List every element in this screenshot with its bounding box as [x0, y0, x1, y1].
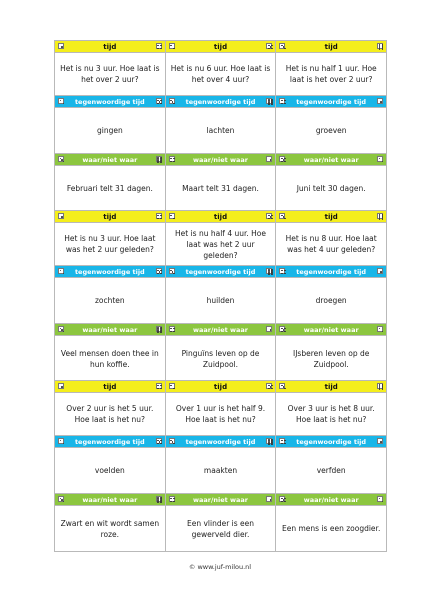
- verb-word: voelden: [94, 466, 125, 475]
- header-tijd: [276, 381, 386, 392]
- dice-icon: [266, 156, 272, 162]
- dice-icon: [377, 43, 383, 49]
- dice-icon: [169, 213, 175, 219]
- time-question: Over 2 uur is het 5 uur. Hoe laat is het nu?: [66, 404, 154, 424]
- header-label: tegenwoordige tijd: [74, 97, 145, 106]
- header-waar-niet-waar: [166, 154, 276, 165]
- dice-icon: [58, 268, 64, 274]
- dice-icon: [377, 383, 383, 389]
- dice-icon: [279, 268, 285, 274]
- header-label: tegenwoordige tijd: [296, 97, 367, 106]
- dice-icon: [169, 156, 175, 162]
- header-label: waar/niet waar: [82, 325, 138, 334]
- header-label: tijd: [213, 212, 228, 221]
- dice-icon: [58, 43, 64, 49]
- dice-icon: [279, 156, 285, 162]
- footer-copyright: © www.juf-milou.nl: [188, 563, 252, 571]
- dice-icon: [266, 438, 272, 444]
- header-label: waar/niet waar: [303, 325, 359, 334]
- header-tegenwoordige-tijd: [276, 96, 386, 107]
- dice-icon: [266, 383, 272, 389]
- header-tijd: [276, 211, 386, 222]
- header-tijd: [276, 41, 386, 52]
- dice-icon: [266, 268, 272, 274]
- verb-word: gingen: [96, 126, 123, 135]
- dice-icon: [279, 383, 285, 389]
- time-question: Over 3 uur is het 8 uur. Hoe laat is het nu?: [287, 404, 375, 424]
- header-waar-niet-waar: [276, 154, 386, 165]
- dice-icon: [279, 326, 285, 332]
- verb-word: huilden: [206, 296, 235, 305]
- header-label: waar/niet waar: [193, 325, 248, 334]
- dice-icon: [377, 98, 383, 104]
- dice-icon: [169, 383, 175, 389]
- header-label: waar/niet waar: [82, 155, 138, 164]
- header-label: tegenwoordige tijd: [185, 437, 256, 446]
- header-label: tegenwoordige tijd: [185, 267, 256, 276]
- dice-icon: [169, 438, 175, 444]
- dice-icon: [58, 438, 64, 444]
- card-sheet-3: [54, 380, 387, 552]
- header-tegenwoordige-tijd: [55, 436, 165, 447]
- header-tegenwoordige-tijd: [55, 96, 165, 107]
- dice-icon: [377, 213, 383, 219]
- dice-icon: [279, 438, 285, 444]
- dice-icon: [58, 383, 64, 389]
- header-label: tijd: [213, 42, 228, 51]
- time-question: Het is nu half 1 uur. Hoe laat is het over 2 uur?: [285, 64, 377, 84]
- dice-icon: [169, 98, 175, 104]
- time-question: Het is nu 6 uur. Hoe laat is het over 4 uur?: [170, 64, 271, 84]
- dice-icon: [156, 43, 162, 49]
- header-tegenwoordige-tijd: [166, 266, 276, 277]
- dice-icon: [279, 496, 285, 502]
- dice-icon: [58, 156, 64, 162]
- dice-icon: [58, 496, 64, 502]
- time-question: Het is nu 8 uur. Hoe laat was het 4 uur geleden?: [285, 234, 377, 254]
- dice-icon: [377, 438, 383, 444]
- dice-icon: [377, 156, 383, 162]
- dice-icon: [156, 156, 162, 162]
- header-label: tijd: [213, 382, 228, 391]
- dice-icon: [377, 326, 383, 332]
- header-waar-niet-waar: [276, 494, 386, 505]
- header-tijd: [55, 381, 165, 392]
- dice-icon: [156, 383, 162, 389]
- header-tegenwoordige-tijd: [55, 266, 165, 277]
- true-false-statement: Juni telt 30 dagen.: [296, 184, 366, 193]
- true-false-statement: Maart telt 31 dagen.: [182, 184, 259, 193]
- header-label: tijd: [324, 212, 338, 221]
- time-question: Over 1 uur is het half 9. Hoe laat is het nu?: [175, 404, 266, 424]
- header-tijd: [166, 41, 276, 52]
- header-label: waar/niet waar: [193, 155, 248, 164]
- dice-icon: [377, 496, 383, 502]
- header-label: tegenwoordige tijd: [296, 437, 367, 446]
- header-waar-niet-waar: [166, 324, 276, 335]
- dice-icon: [169, 268, 175, 274]
- header-label: waar/niet waar: [303, 155, 359, 164]
- header-waar-niet-waar: [55, 154, 165, 165]
- header-label: tijd: [103, 382, 117, 391]
- card-sheet-2: [54, 210, 387, 382]
- header-label: tegenwoordige tijd: [296, 267, 367, 276]
- verb-word: verfden: [316, 466, 346, 475]
- header-waar-niet-waar: [276, 324, 386, 335]
- header-label: tijd: [103, 212, 117, 221]
- true-false-statement: Veel mensen doen thee in hun koffie.: [60, 348, 159, 369]
- true-false-statement: Een vlinder is een gewerveld dier.: [186, 518, 255, 539]
- time-question: Het is nu 3 uur. Hoe laat is het over 2 uur?: [60, 64, 160, 84]
- header-label: tegenwoordige tijd: [185, 97, 256, 106]
- dice-icon: [266, 213, 272, 219]
- dice-icon: [279, 213, 285, 219]
- header-waar-niet-waar: [55, 324, 165, 335]
- header-tijd: [166, 211, 276, 222]
- dice-icon: [266, 496, 272, 502]
- verb-word: groeven: [315, 126, 347, 135]
- header-label: waar/niet waar: [303, 495, 359, 504]
- true-false-statement: Zwart en wit wordt samen roze.: [60, 518, 160, 539]
- header-tijd: [166, 381, 276, 392]
- header-label: tijd: [324, 382, 338, 391]
- header-label: tijd: [324, 42, 338, 51]
- header-tegenwoordige-tijd: [166, 436, 276, 447]
- dice-icon: [58, 98, 64, 104]
- time-question: Het is nu 3 uur. Hoe laat was het 2 uur geleden?: [64, 234, 156, 254]
- dice-icon: [266, 326, 272, 332]
- dice-icon: [377, 268, 383, 274]
- dice-icon: [266, 98, 272, 104]
- verb-word: lachten: [206, 126, 235, 135]
- header-label: waar/niet waar: [82, 495, 138, 504]
- dice-icon: [156, 268, 162, 274]
- dice-icon: [169, 496, 175, 502]
- dice-icon: [266, 43, 272, 49]
- dice-icon: [156, 438, 162, 444]
- dice-icon: [279, 98, 285, 104]
- true-false-statement: IJsberen leven op de Zuidpool.: [292, 348, 370, 369]
- true-false-statement: Februari telt 31 dagen.: [66, 184, 153, 193]
- time-question: Het is nu half 4 uur. Hoe laat was het 2 uur geleden?: [175, 228, 266, 260]
- dice-icon: [156, 213, 162, 219]
- dice-icon: [156, 326, 162, 332]
- header-tijd: [55, 211, 165, 222]
- header-label: waar/niet waar: [193, 495, 248, 504]
- dice-icon: [58, 326, 64, 332]
- header-label: tegenwoordige tijd: [74, 267, 145, 276]
- dice-icon: [169, 43, 175, 49]
- verb-word: zochten: [94, 296, 125, 305]
- true-false-statement: Pinguïns leven op de Zuidpool.: [181, 348, 260, 369]
- header-label: tegenwoordige tijd: [74, 437, 145, 446]
- true-false-statement: Een mens is een zoogdier.: [282, 524, 381, 533]
- header-waar-niet-waar: [166, 494, 276, 505]
- dice-icon: [169, 326, 175, 332]
- dice-icon: [58, 213, 64, 219]
- verb-word: droegen: [315, 296, 347, 305]
- header-tegenwoordige-tijd: [166, 96, 276, 107]
- card-sheet-1: [54, 40, 387, 212]
- dice-icon: [156, 98, 162, 104]
- dice-icon: [279, 43, 285, 49]
- header-waar-niet-waar: [55, 494, 165, 505]
- dice-icon: [156, 496, 162, 502]
- verb-word: maakten: [203, 466, 238, 475]
- header-tegenwoordige-tijd: [276, 266, 386, 277]
- header-tijd: [55, 41, 165, 52]
- header-label: tijd: [103, 42, 117, 51]
- header-tegenwoordige-tijd: [276, 436, 386, 447]
